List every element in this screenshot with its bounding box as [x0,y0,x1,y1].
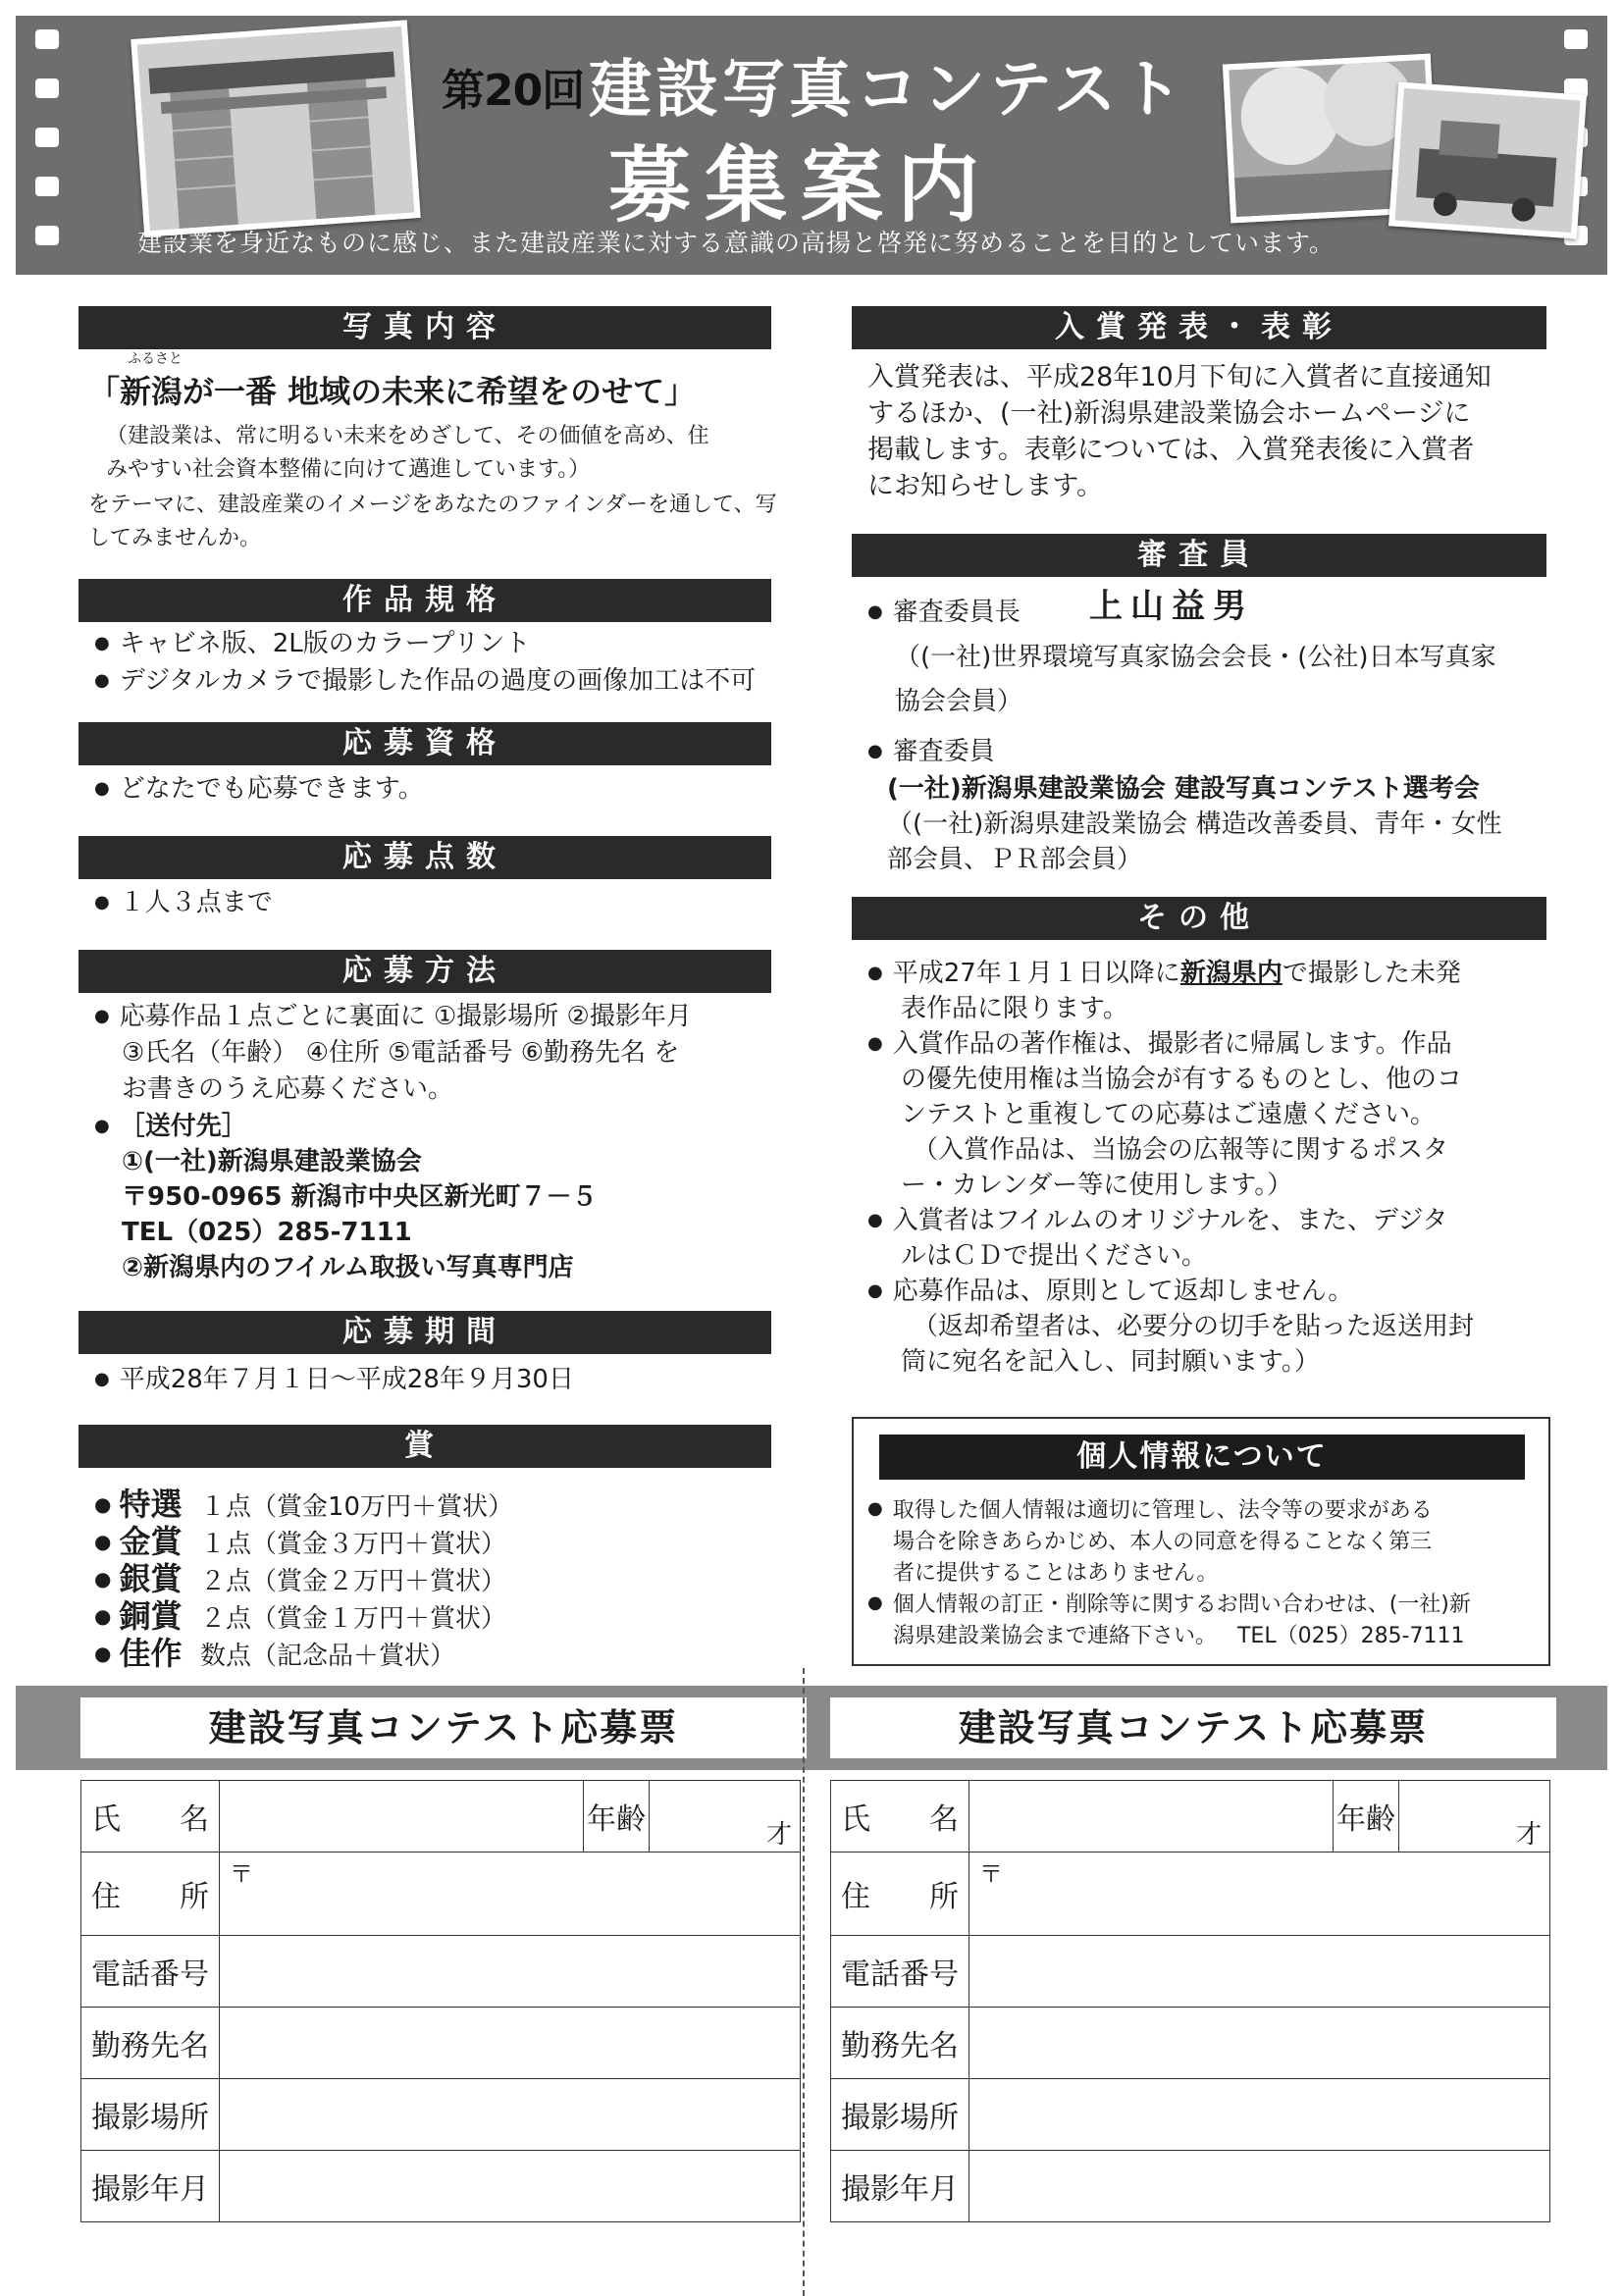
theme-note-1: （建設業は、常に明るい未来をめざして、その価値を高め、住 [106,424,709,448]
prize-name: ● 特選 [94,1480,200,1525]
method-line-1: ● 応募作品１点ごとに裏面に ①撮影場所 ②撮影年月 [94,999,692,1037]
section-announce-heading: 入賞発表・表彰 [852,306,1546,349]
other-item-2-note: （入賞作品は、当協会の広報等に関するポスタ [913,1135,1449,1165]
age-field[interactable] [1399,1781,1550,1852]
theme-ruby: ふるさと [128,351,183,367]
other-item-2: ● 入賞作品の著作権は、撮影者に帰属します。作品 [867,1026,1452,1065]
other-item-1: ● 平成27年１月１日以降に新潟県内で撮影した未発 [867,956,1461,994]
prize-desc: １点（賞金10万円＋賞状） [200,1492,514,1522]
film-holes-left [35,29,61,275]
privacy-line: ● 取得した個人情報は適切に管理し、法令等の要求がある [867,1495,1433,1528]
privacy-line: ● 個人情報の訂正・削除等に関するお問い合わせは、(一社)新 [867,1590,1471,1622]
count-item: ● １人３点まで [94,885,273,923]
announce-line: 入賞発表は、平成28年10月下旬に入賞者に直接通知 [867,362,1492,392]
prize-item [94,1517,507,1560]
privacy-line: 場合を除きあらかじめ、本人の同意を得ることなく第三 [893,1530,1433,1554]
send-to-label: ● ［送付先］ [94,1109,247,1147]
address-field[interactable] [969,1852,1550,1936]
age-label: 年齢 [584,1781,650,1852]
prize-desc: １点（賞金３万円＋賞状） [200,1530,507,1559]
name-label: 氏 名 [831,1781,969,1852]
theme-body-1: をテーマに、建設産業のイメージをあなたのファインダーを通して、写 [88,493,777,517]
spec-item: ● デジタルカメラで撮影した作品の過度の画像加工は不可 [94,663,756,702]
announce-line: にお知らせします。 [867,471,1104,501]
age-field[interactable] [650,1781,801,1852]
address-field[interactable] [220,1852,801,1936]
name-label: 氏 名 [81,1781,220,1852]
send-to-address: 〒950-0965 新潟市中央区新光町７－５ [122,1182,598,1212]
entry-form-left [80,1780,801,2222]
section-eligibility-heading: 応募資格 [79,722,771,765]
prize-name: ● 金賞 [94,1517,200,1562]
period-item: ● 平成28年７月１日～平成28年９月30日 [94,1362,574,1400]
workplace-label: 勤務先名 [81,2008,220,2079]
judge-member-org: (一社)新潟県建設業協会 建設写真コンテスト選考会 [887,774,1480,804]
judge-member-note: （(一社)新潟県建設業協会 構造改善委員、青年・女性 [887,809,1502,839]
other-item-2-note: ー・カレンダー等に使用します。） [901,1171,1293,1200]
construction-photo-left [131,20,420,236]
chief-judge-note: 協会会員） [895,687,1023,716]
section-spec-heading: 作品規格 [79,579,771,622]
address-label: 住 所 [81,1852,220,1936]
other-item-4-note: 筒に宛名を記入し、同封願います。） [901,1347,1320,1377]
scaffold-torii-image [137,26,415,231]
prize-name: ● 銀賞 [94,1554,200,1599]
other-item-4-note: （返却希望者は、必要分の切手を貼った返送用封 [913,1312,1475,1341]
shoot-place-field[interactable] [220,2079,801,2151]
prize-item [94,1592,507,1635]
prize-desc: ２点（賞金２万円＋賞状） [200,1567,507,1596]
prize-name: ● 佳作 [94,1629,200,1674]
name-field[interactable] [220,1781,584,1852]
zip-mark: 〒 [979,1860,1003,1888]
workplace-field[interactable] [969,2008,1550,2079]
shoot-place-label: 撮影場所 [831,2079,969,2151]
phone-field[interactable] [969,1936,1550,2008]
other-item-3-cont: ルはＣＤで提出ください。 [901,1241,1208,1271]
privacy-heading: 個人情報について [879,1435,1525,1480]
chief-judge-note: （(一社)世界環境写真家協会会長・(公社)日本写真家 [895,643,1496,672]
shoot-place-field[interactable] [969,2079,1550,2151]
theme-note-2: みやすい社会資本整備に向けて邁進しています。） [106,457,591,482]
shoot-date-label: 撮影年月 [831,2151,969,2222]
zip-mark: 〒 [230,1860,253,1888]
judge-member-note: 部会員、ＰＲ部会員） [887,845,1143,874]
section-photo-content-heading: 写真内容 [79,306,771,349]
phone-label: 電話番号 [81,1936,220,2008]
privacy-line: 者に提供することはありません。 [893,1561,1219,1586]
other-item-3: ● 入賞者はフイルムのオリジナルを、また、デジタ [867,1203,1447,1241]
other-item-2-cont: ンテストと重複しての応募はご遠慮ください。 [901,1100,1436,1129]
method-line-2: ③氏名（年齢） ④住所 ⑤電話番号 ⑥勤務先名 を [122,1038,680,1068]
theme-title: 「新潟が一番 地域の未来に希望をのせて」 [88,373,697,410]
shoot-place-label: 撮影場所 [81,2079,220,2151]
spec-item: ● キャビネ版、2L版のカラープリント [94,626,530,664]
section-method-heading: 応募方法 [79,950,771,993]
shoot-date-field[interactable] [969,2151,1550,2222]
chief-judge-label: ● 審査委員長 [867,595,1021,633]
purpose-statement: 建設業を身近なものに感じ、また建設産業に対する意識の高揚と啓発に努めることを目的としています。 [137,229,1335,257]
prize-desc: ２点（賞金１万円＋賞状） [200,1604,507,1634]
method-line-3: お書きのうえ応募ください。 [122,1074,454,1104]
theme-body-2: してみませんか。 [88,526,262,550]
eligibility-item: ● どなたでも応募できます。 [94,771,424,809]
prize-name: ● 銅賞 [94,1592,200,1637]
section-count-heading: 応募点数 [79,836,771,879]
age-label: 年齢 [1334,1781,1399,1852]
entry-form-title-right: 建設写真コンテスト応募票 [830,1697,1556,1758]
other-item-1-cont: 表作品に限ります。 [901,994,1128,1023]
send-to-phone: TEL（025）285-7111 [122,1218,412,1247]
shoot-date-field[interactable] [220,2151,801,2222]
prize-desc: 数点（記念品＋賞状） [200,1642,456,1671]
judge-member-label: ● 審査委員 [867,734,995,772]
prize-item [94,1629,456,1672]
privacy-line: 潟県建設業協会まで連絡下さい。 TEL（025）285-7111 [893,1624,1465,1648]
prize-item [94,1554,507,1597]
niigata-emphasis: 新潟県内 [1179,959,1283,988]
section-prize-heading: 賞 [79,1425,771,1468]
chief-judge-name: 上山益男 [1089,587,1254,626]
recruitment-heading: 募集案内 [608,137,994,234]
send-to-1: ①(一社)新潟県建設業協会 [122,1147,422,1176]
workplace-label: 勤務先名 [831,2008,969,2079]
shoot-date-label: 撮影年月 [81,2151,220,2222]
phone-label: 電話番号 [831,1936,969,2008]
announce-line: 掲載します。表彰については、入賞発表後に入賞者 [867,435,1475,465]
section-judges-heading: 審査員 [852,534,1546,577]
age-unit: 才 [1515,1819,1542,1850]
entry-form-right [830,1780,1550,2222]
workplace-field[interactable] [220,2008,801,2079]
section-period-heading: 応募期間 [79,1311,771,1354]
name-field[interactable] [969,1781,1334,1852]
other-item-2-cont: の優先使用権は当協会が有するものとし、他のコ [901,1065,1463,1094]
age-unit: 才 [765,1819,792,1850]
other-item-4: ● 応募作品は、原則として返却しません。 [867,1274,1353,1312]
entry-form-title-left: 建設写真コンテスト応募票 [80,1697,807,1758]
paving-machine-photo [1388,81,1587,238]
section-other-heading: その他 [852,897,1546,940]
announce-line: するほか、(一社)新潟県建設業協会ホームページに [867,398,1471,429]
send-to-2: ②新潟県内のフイルム取扱い写真専門店 [122,1253,574,1282]
prize-item [94,1480,514,1523]
issue-number: 第20回 [442,66,585,116]
phone-field[interactable] [220,1936,801,2008]
address-label: 住 所 [831,1852,969,1936]
paving-image [1395,88,1581,233]
contest-title: 建設写真コンテスト [589,54,1187,127]
cut-line [803,1668,805,2296]
